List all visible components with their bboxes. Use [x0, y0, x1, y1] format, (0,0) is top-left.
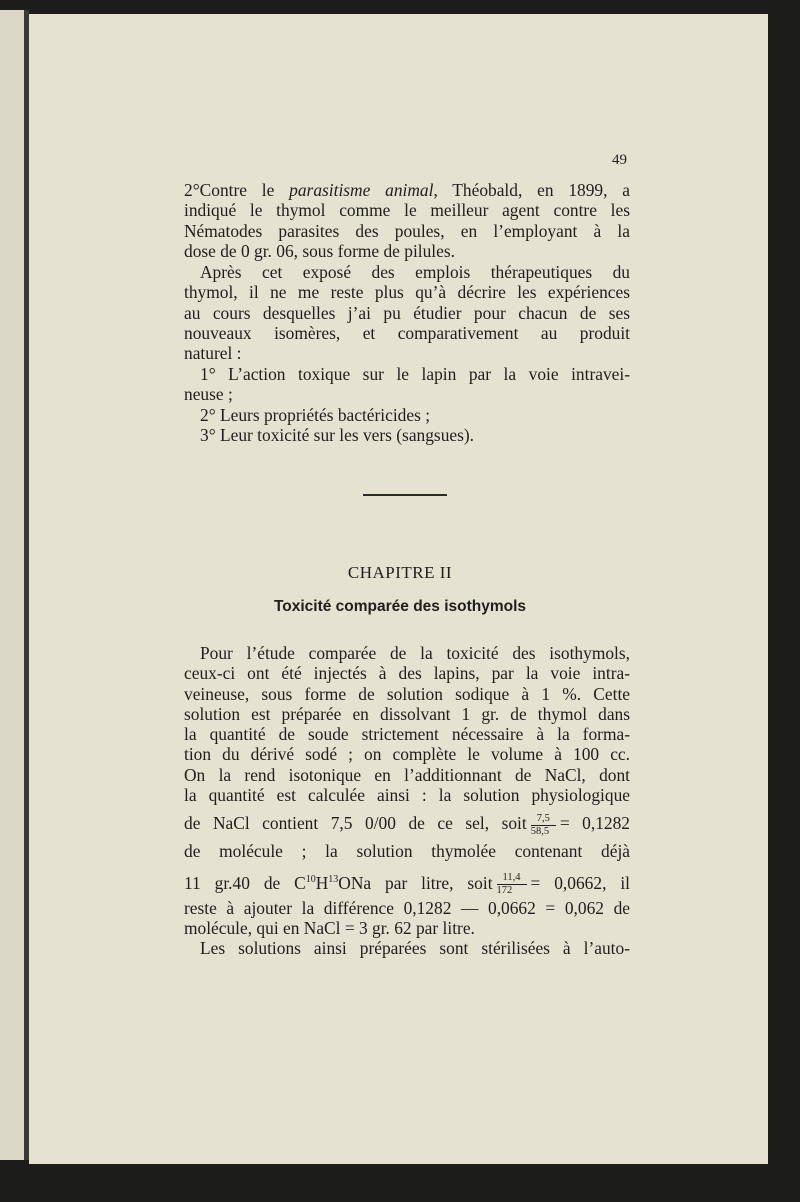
text-line: ceux-ci ont été injectés à des lapins, par la voie intra- — [184, 663, 630, 684]
text-line: veineuse, sous forme de solution sodique à 1 %. Cette — [184, 683, 630, 704]
text-line: Pour l’étude comparée de la toxicité des isothymols, — [200, 643, 630, 663]
paragraph-toxicity — [184, 643, 630, 959]
list-item: 1° L’action toxique sur le lapin par la voie intravei- — [200, 364, 630, 384]
chapter-number: CHAPITRE II — [347, 563, 453, 582]
text-line: Nématodes parasites des poules, en l’employant à la — [184, 220, 630, 241]
list-item: 3° Leur toxicité sur les vers (sangsues). — [200, 424, 475, 445]
formula-line-thymol: 11 gr.40 de $C^{10}H^{13}ONa$ par litre, soit $\frac{11,4}{172}$ = 0,0662, il — [184, 871, 630, 896]
chapter-title: Toxicité comparée des isothymols — [273, 598, 527, 615]
text-line: nouveaux isomères, et comparativement au produit — [184, 322, 630, 343]
text-line: de molécule ; la solution thymolée contenant déjà — [184, 841, 630, 862]
section-divider — [363, 494, 447, 496]
text-line: naturel : — [184, 343, 242, 364]
experiment-list — [184, 364, 630, 445]
text-line: la quantité est calculée ainsi : la solution physiologique — [184, 785, 630, 806]
text-line: au cours desquelles j’ai pu étudier pour chacun de ses — [184, 302, 630, 323]
text-line: Les solutions ainsi préparées sont stérilisées à l’auto- — [200, 938, 630, 959]
paragraph-experiments — [184, 262, 630, 363]
text-line: reste à ajouter la différence 0,1282 — 0,0662 = 0,062 de — [184, 897, 630, 918]
text-line: Après cet exposé des emplois thérapeutiques du — [200, 262, 630, 282]
text-line: 2°Contre le parasitisme animal, Théobald, en 1899, a — [184, 180, 630, 200]
paragraph-parasitism — [184, 180, 630, 261]
text-line: On la rend isotonique en l’additionnant de NaCl, dont — [184, 764, 630, 785]
formula-line-nacl: de NaCl contient 7,5 0/00 de ce sel, soit $\frac{7,5}{58,5}$ = 0,1282 — [184, 812, 630, 837]
text-line: thymol, il ne me reste plus qu’à décrire les expériences — [184, 282, 630, 303]
text-line: la quantité de soude strictement nécessaire à la forma- — [184, 724, 630, 745]
text-line: dose de 0 gr. 06, sous forme de pilules. — [184, 240, 455, 261]
list-item-continuation: neuse ; — [184, 384, 233, 405]
fraction-nacl: $\frac{7,5}{58,5}$ — [531, 813, 556, 838]
previous-page-edge — [0, 10, 24, 1160]
text-line: molécule, qui en NaCl = 3 gr. 62 par litre. — [184, 917, 475, 938]
text-line: solution est préparée en dissolvant 1 gr. de thymol dans — [184, 703, 630, 724]
text-line: indiqué le thymol comme le meilleur agent contre les — [184, 200, 630, 221]
page-number: 49 — [612, 152, 627, 168]
fraction-thymol: $\frac{11,4}{172}$ — [497, 872, 527, 897]
list-item: 2° Leurs propriétés bactéricides ; — [200, 404, 431, 425]
text-line: tion du dérivé sodé ; on complète le volume à 100 cc. — [184, 744, 630, 765]
